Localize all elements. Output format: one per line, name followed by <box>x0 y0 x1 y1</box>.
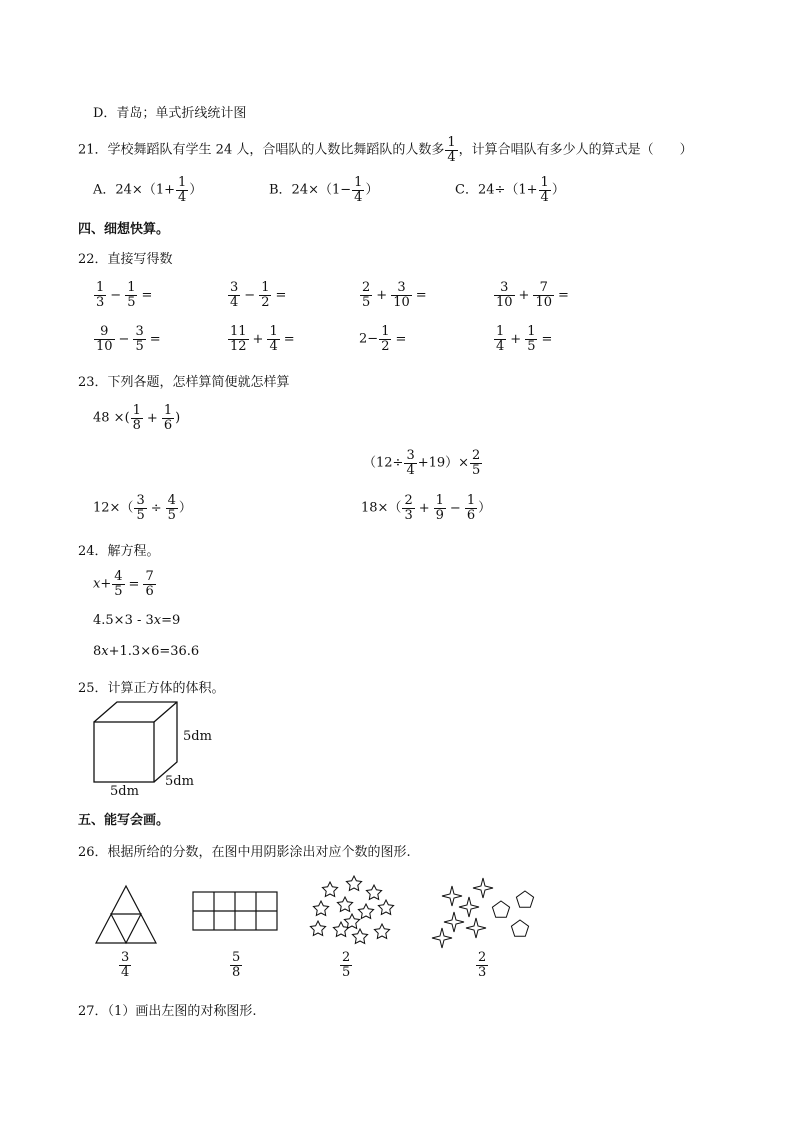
q22-item-2: $\frac{3}{4}$ − $\frac{1}{2}$ = <box>230 280 287 310</box>
sparkle-icon <box>444 912 464 932</box>
q24-equation-2: 4.5×3 - 3x=9 <box>93 613 181 628</box>
q23-expr-3: 12×（ $\frac{3}{5}$ ÷ $\frac{4}{5}$ ） <box>93 493 192 523</box>
q22-item-3: $\frac{2}{5}$ + $\frac{3}{10}$ = <box>362 280 427 310</box>
section-4-heading: 四、细想快算。 <box>78 222 170 237</box>
q27-title: 27．（1）画出左图的对称图形. <box>78 1004 257 1019</box>
cube-depth-label: 5dm <box>165 774 194 789</box>
q23-expr-4: 18×（ $\frac{2}{3}$ + $\frac{1}{9}$ − $\frac{1}{6}$ ） <box>361 493 492 523</box>
q20-option-d: D．青岛；单式折线统计图 <box>93 106 247 121</box>
q24-equation-3: 8x+1.3×6=36.6 <box>93 644 200 659</box>
q25-title: 25．计算正方体的体积。 <box>78 681 225 696</box>
q26-fraction-2: $\frac{5}{8}$ <box>232 950 241 980</box>
pentagon-icon <box>492 901 509 917</box>
q24-title: 24．解方程。 <box>78 544 160 559</box>
sparkle-icon <box>432 928 452 948</box>
q26-title: 26．根据所给的分数，在图中用阴影涂出对应个数的图形. <box>78 845 411 860</box>
q22-item-7: 2− $\frac{1}{2}$ = <box>359 324 407 354</box>
q22-item-4: $\frac{3}{10}$ + $\frac{7}{10}$ = <box>496 280 569 310</box>
q21-stem-after: ，计算合唱队有多少人的算式是（ ） <box>458 142 693 158</box>
q26-fraction-3: $\frac{2}{5}$ <box>342 950 351 980</box>
q22-title: 22．直接写得数 <box>78 252 173 267</box>
q26-fraction-4: $\frac{2}{3}$ <box>478 950 487 980</box>
sparkle-icon <box>459 897 479 917</box>
pentagon-icon <box>516 891 533 907</box>
q22-item-6: $\frac{11}{12}$ + $\frac{1}{4}$ = <box>230 324 295 354</box>
q21-option-b: B．24×（1− $\frac{1}{4}$ ） <box>269 175 379 205</box>
q22-item-8: $\frac{1}{4}$ + $\frac{1}{5}$ = <box>496 324 553 354</box>
q23-title: 23．下列各题，怎样算简便就怎样算 <box>78 375 290 390</box>
q26-fraction-1: $\frac{3}{4}$ <box>121 950 130 980</box>
q21-stem-before: 21．学校舞蹈队有学生 24 人，合唱队的人数比舞蹈队的人数多 <box>78 142 445 158</box>
q23-expr-1: 48 ×( $\frac{1}{8}$ + $\frac{1}{6}$ ) <box>93 403 181 433</box>
pentagon-icon <box>511 920 528 936</box>
section-5-heading: 五、能写会画。 <box>78 813 170 828</box>
q23-expr-2: （12÷ $\frac{3}{4}$ +19）× $\frac{2}{5}$ <box>363 448 481 478</box>
cube-height-label: 5dm <box>183 729 212 744</box>
cube-width-label: 5dm <box>110 784 139 799</box>
q21-option-c: C．24÷（1+ $\frac{1}{4}$ ） <box>455 175 565 205</box>
sparkle-icon <box>466 918 486 938</box>
q21-option-a: A．24×（1+ $\frac{1}{4}$ ） <box>93 175 203 205</box>
q24-equation-1: x+ $\frac{4}{5}$ = $\frac{7}{6}$ <box>93 569 154 599</box>
sparkle-icon <box>442 886 462 906</box>
sparkle-icon <box>473 878 493 898</box>
q22-item-1: $\frac{1}{3}$ − $\frac{1}{5}$ = <box>96 280 153 310</box>
q22-item-5: $\frac{9}{10}$ − $\frac{3}{5}$ = <box>96 324 161 354</box>
q21-stem-fraction: $\frac{1}{4}$ <box>447 135 456 165</box>
